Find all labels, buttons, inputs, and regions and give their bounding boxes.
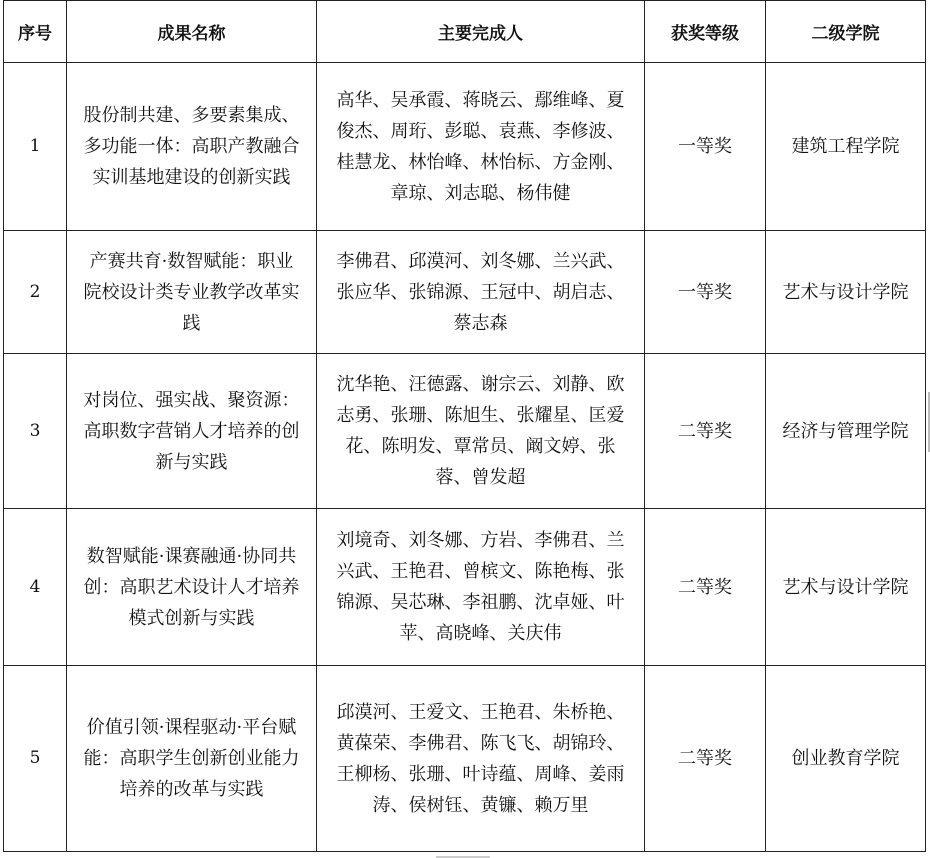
table-row bbox=[4, 666, 926, 852]
row-college: 建筑工程学院 bbox=[766, 63, 926, 231]
table-row bbox=[4, 63, 926, 231]
awards-table bbox=[3, 0, 926, 852]
row-achievement-name: 产赛共育·数智赋能：职业院校设计类专业教学改革实践 bbox=[67, 231, 317, 354]
row-main-contributors: 刘境奇、刘冬娜、方岩、李佛君、兰兴武、王艳君、曾槟文、陈艳梅、张锦源、吴芯琳、李祖鹏、沈卓娅、叶苹、高晓峰、关庆伟 bbox=[317, 509, 645, 666]
header-level: 获奖等级 bbox=[645, 1, 766, 63]
row-main-contributors: 邱漠河、王爱文、王艳君、朱桥艳、黄葆荣、李佛君、陈飞飞、胡锦玲、王柳杨、张珊、叶诗蕴、周峰、姜雨涛、侯树钰、黄镰、赖万里 bbox=[317, 666, 645, 852]
row-award-level: 二等奖 bbox=[645, 354, 766, 509]
row-college: 艺术与设计学院 bbox=[766, 231, 926, 354]
row-index: 2 bbox=[4, 231, 67, 354]
row-index: 5 bbox=[4, 666, 67, 852]
header-people: 主要完成人 bbox=[317, 1, 645, 63]
header-index: 序号 bbox=[4, 1, 67, 63]
row-index: 4 bbox=[4, 509, 67, 666]
row-achievement-name: 价值引领·课程驱动·平台赋能：高职学生创新创业能力培养的改革与实践 bbox=[67, 666, 317, 852]
table-row bbox=[4, 231, 926, 354]
table-row bbox=[4, 509, 926, 666]
row-achievement-name: 股份制共建、多要素集成、多功能一体：高职产教融合实训基地建设的创新实践 bbox=[67, 63, 317, 231]
row-college: 艺术与设计学院 bbox=[766, 509, 926, 666]
row-index: 1 bbox=[4, 63, 67, 231]
row-main-contributors: 高华、吴承霞、蒋晓云、鄢维峰、夏俊杰、周珩、彭聪、袁燕、李修波、桂慧龙、林怡峰、林怡标、方金刚、章琼、刘志聪、杨伟健 bbox=[317, 63, 645, 231]
table-row bbox=[4, 354, 926, 509]
row-achievement-name: 数智赋能·课赛融通·协同共创：高职艺术设计人才培养模式创新与实践 bbox=[67, 509, 317, 666]
header-college: 二级学院 bbox=[766, 1, 926, 63]
row-main-contributors: 李佛君、邱漠河、刘冬娜、兰兴武、张应华、张锦源、王冠中、胡启志、蔡志森 bbox=[317, 231, 645, 354]
row-index: 3 bbox=[4, 354, 67, 509]
row-college: 创业教育学院 bbox=[766, 666, 926, 852]
row-award-level: 二等奖 bbox=[645, 509, 766, 666]
row-main-contributors: 沈华艳、汪德露、谢宗云、刘静、欧志勇、张珊、陈旭生、张耀星、匡爱花、陈明发、覃常员、阚文婷、张蓉、曾发超 bbox=[317, 354, 645, 509]
row-award-level: 一等奖 bbox=[645, 231, 766, 354]
header-name: 成果名称 bbox=[67, 1, 317, 63]
row-achievement-name: 对岗位、强实战、聚资源：高职数字营销人才培养的创新与实践 bbox=[67, 354, 317, 509]
header-row bbox=[4, 1, 926, 63]
row-award-level: 二等奖 bbox=[645, 666, 766, 852]
row-college: 经济与管理学院 bbox=[766, 354, 926, 509]
row-award-level: 一等奖 bbox=[645, 63, 766, 231]
